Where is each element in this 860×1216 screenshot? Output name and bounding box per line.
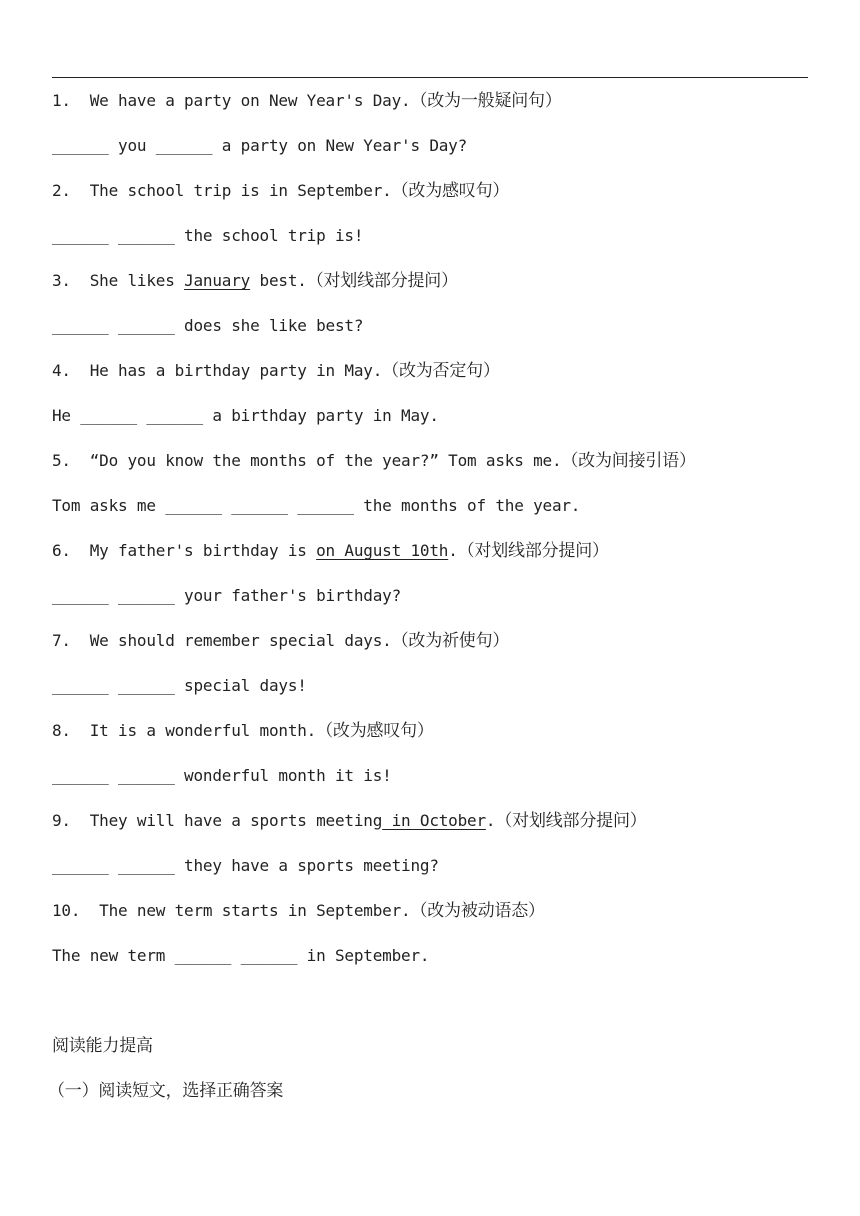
question-instruction: （改为感叹句）	[391, 181, 510, 201]
question-1	[52, 91, 562, 111]
section-subtitle: （一）阅读短文，选择正确答案	[48, 1081, 284, 1101]
question-text: 4. He has a birthday party in May.	[52, 361, 383, 380]
question-text: 1. We have a party on New Year's Day.	[52, 91, 411, 110]
question-instruction: （改为一般疑问句）	[410, 91, 562, 111]
question-text: 2. The school trip is in September.	[52, 181, 392, 200]
question-text: 9. They will have a sports meeting	[52, 811, 383, 830]
question-2	[52, 181, 509, 201]
question-4	[52, 361, 500, 381]
question-6	[52, 541, 609, 561]
question-text: 6. My father's birthday is	[52, 541, 317, 560]
question-9	[52, 811, 647, 831]
answer-7[interactable]: ______ ______ special days!	[52, 676, 307, 695]
question-3	[52, 271, 458, 291]
answer-6[interactable]: ______ ______ your father's birthday?	[52, 586, 402, 605]
answer-8[interactable]: ______ ______ wonderful month it is!	[52, 766, 392, 785]
question-text: 8. It is a wonderful month.	[52, 721, 317, 740]
question-text: 7. We should remember special days.	[52, 631, 392, 650]
question-8	[52, 721, 434, 741]
question-text: 5. “Do you know the months of the year?” Tom asks me.	[52, 451, 562, 470]
question-10	[52, 901, 545, 921]
underlined-phrase: January	[184, 271, 251, 290]
question-text: 3. She likes	[52, 271, 185, 290]
question-instruction: （改为否定句）	[382, 361, 500, 381]
underlined-phrase: on August 10th	[316, 541, 449, 560]
answer-10[interactable]: The new term ______ ______ in September.	[52, 946, 430, 965]
top-rule	[52, 77, 808, 78]
section-title: 阅读能力提高	[52, 1036, 153, 1056]
underlined-phrase: in October	[382, 811, 486, 830]
question-instruction: （对划线部分提问）	[495, 811, 647, 831]
question-text: 10. The new term starts in September.	[52, 901, 411, 920]
answer-9[interactable]: ______ ______ they have a sports meeting?	[52, 856, 439, 875]
question-7	[52, 631, 509, 651]
question-instruction: （对划线部分提问）	[457, 541, 609, 561]
answer-5[interactable]: Tom asks me ______ ______ ______ the months of the year.	[52, 496, 581, 515]
question-instruction: （改为祈使句）	[391, 631, 510, 651]
question-text-end: .	[485, 811, 496, 830]
question-instruction: （对划线部分提问）	[306, 271, 458, 291]
question-instruction: （改为间接引语）	[561, 451, 696, 471]
answer-2[interactable]: ______ ______ the school trip is!	[52, 226, 364, 245]
question-5	[52, 451, 696, 471]
question-instruction: （改为感叹句）	[316, 721, 434, 741]
question-instruction: （改为被动语态）	[410, 901, 545, 921]
question-text-end: best.	[250, 271, 307, 290]
answer-4[interactable]: He ______ ______ a birthday party in May.	[52, 406, 439, 425]
answer-3[interactable]: ______ ______ does she like best?	[52, 316, 364, 335]
question-text-end: .	[448, 541, 458, 560]
answer-1[interactable]: ______ you ______ a party on New Year's Day?	[52, 136, 468, 155]
